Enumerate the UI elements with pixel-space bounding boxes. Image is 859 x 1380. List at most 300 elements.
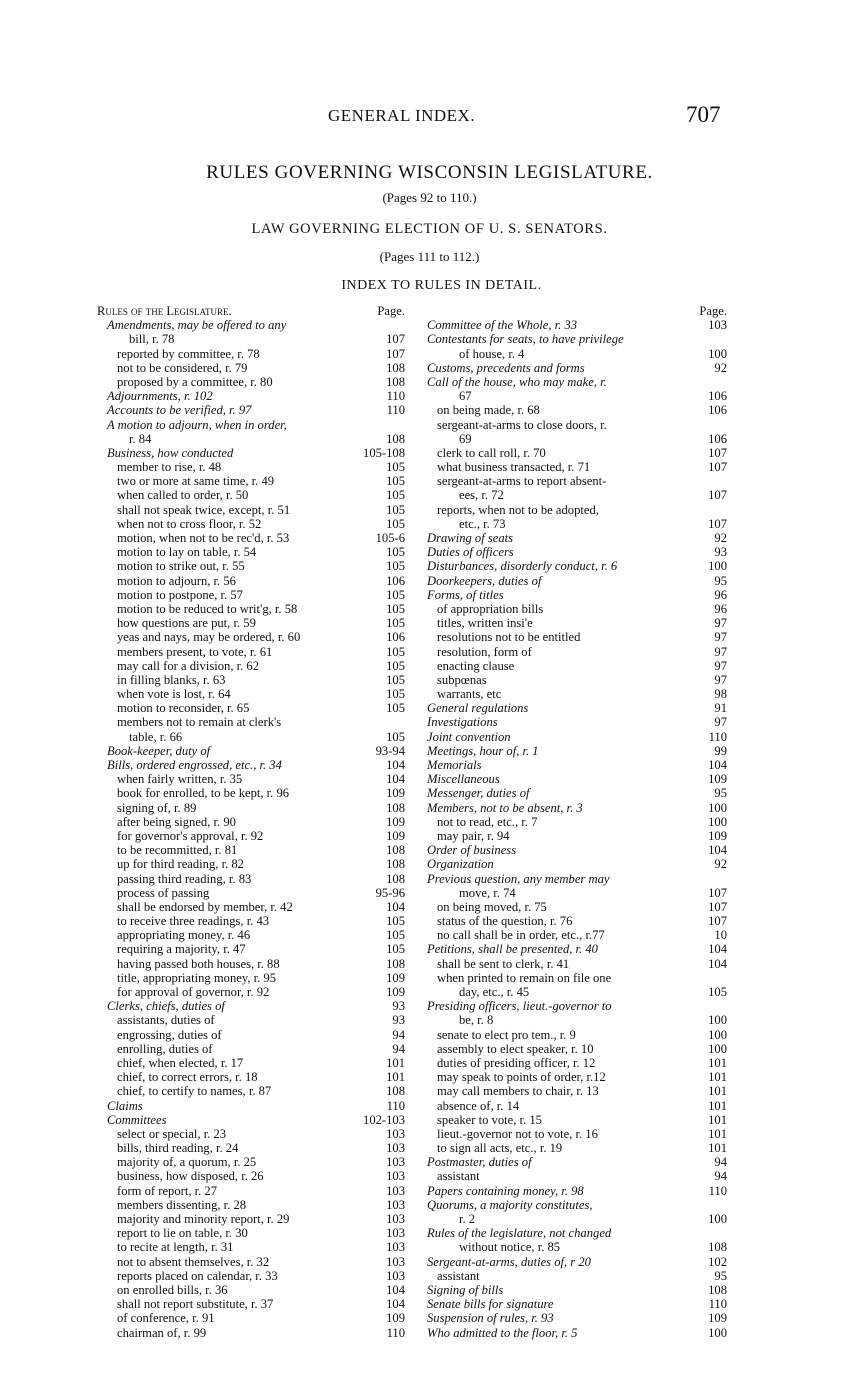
entry-page: 104	[386, 1297, 405, 1312]
entry-text: reports placed on calendar, r. 33	[117, 1268, 278, 1283]
index-entry	[97, 545, 405, 559]
entry-page: 105	[386, 587, 405, 602]
entry-page: 92	[714, 531, 727, 545]
entry-page: 105-6	[375, 531, 405, 545]
entry-text: shall not speak twice, except, r. 51	[117, 502, 291, 517]
index-entry	[427, 1155, 727, 1169]
entry-text: to recite at length, r. 31	[117, 1240, 234, 1255]
entry-page: 101	[708, 1070, 727, 1085]
index-entry	[427, 744, 727, 758]
entry-text: move, r. 74	[459, 885, 516, 900]
entry-text: for governor's approval, r. 92	[117, 828, 264, 843]
entry-page: 107	[708, 885, 727, 900]
index-entry	[97, 1113, 405, 1127]
entry-text: Postmaster, duties of	[427, 1155, 532, 1170]
entry-page: 105	[386, 942, 405, 957]
index-entry	[427, 1255, 727, 1269]
index-entry	[97, 1184, 405, 1198]
entry-text: motion to be reduced to writ'g, r. 58	[117, 601, 298, 616]
entry-page: 104	[708, 758, 727, 772]
index-entry	[97, 886, 405, 900]
index-entry	[97, 659, 405, 673]
entry-page: 93-94	[375, 743, 405, 758]
entry-page: 109	[386, 985, 405, 999]
entry-text: Amendments, may be offered to any	[107, 318, 287, 333]
entry-text: motion to postpone, r. 57	[117, 587, 243, 602]
index-entry	[427, 843, 727, 857]
index-entry	[427, 1212, 727, 1226]
entry-page: 10	[714, 928, 727, 943]
entry-text: may call members to chair, r. 13	[437, 1084, 599, 1099]
index-entry	[427, 616, 727, 630]
entry-page: 103	[386, 1141, 405, 1156]
entry-text: Adjournments, r. 102	[107, 389, 213, 404]
entry-text: having passed both houses, r. 88	[117, 956, 280, 971]
entry-page: 110	[386, 403, 405, 418]
entry-text: clerk to call roll, r. 70	[437, 445, 546, 460]
entry-text: Doorkeepers, duties of	[427, 573, 542, 588]
entry-page: 109	[708, 828, 727, 843]
entry-page: 102-103	[363, 1112, 405, 1127]
entry-page: 108	[386, 871, 405, 886]
entry-text: requiring a majority, r. 47	[117, 942, 246, 957]
page-header	[0, 98, 859, 138]
entry-page: 108	[708, 1282, 727, 1297]
entry-text: Meetings, hour of, r. 1	[427, 743, 539, 758]
entry-text: yeas and nays, may be ordered, r. 60	[117, 630, 301, 645]
entry-page: 104	[386, 758, 405, 772]
entry-text: speaker to vote, r. 15	[437, 1112, 542, 1127]
entry-page: 104	[708, 956, 727, 971]
index-entry	[97, 1198, 405, 1212]
index-entry	[427, 957, 727, 971]
entry-text: chief, to correct errors, r. 18	[117, 1070, 258, 1085]
entry-text: table, r. 66	[129, 729, 183, 744]
entry-text: of appropriation bills	[437, 601, 544, 616]
entry-page: 101	[708, 1098, 727, 1113]
entry-page: 105	[386, 729, 405, 744]
entry-text: when vote is lost, r. 64	[117, 687, 231, 702]
entry-page: 105	[386, 460, 405, 475]
entry-page: 105	[386, 516, 405, 531]
index-entry	[427, 446, 727, 460]
entry-text: title, appropriating money, r. 95	[117, 970, 277, 985]
entry-text: 67	[459, 389, 472, 404]
entry-text: Order of business	[427, 843, 517, 858]
entry-text: chief, when elected, r. 17	[117, 1055, 244, 1070]
entry-text: to be recommitted, r. 81	[117, 843, 238, 858]
index-entry	[427, 588, 727, 602]
entry-text: motion to reconsider, r. 65	[117, 701, 250, 716]
entry-text: Book-keeper, duty of	[107, 743, 211, 758]
entry-page: 100	[708, 1212, 727, 1226]
index-entry	[427, 1127, 727, 1141]
entry-text: warrants, etc	[437, 687, 502, 702]
entry-text: Forms, of titles	[427, 587, 504, 602]
entry-page: 95	[714, 1268, 727, 1283]
entry-page: Page.	[377, 304, 405, 318]
entry-text: on enrolled bills, r. 36	[117, 1282, 228, 1297]
entry-page: 100	[708, 1041, 727, 1056]
entry-text: Investigations	[427, 715, 498, 730]
index-entry	[427, 488, 727, 502]
index-entry	[427, 1013, 727, 1027]
entry-text: sergeant-at-arms to close doors, r.	[437, 417, 607, 432]
index-entry	[427, 1113, 727, 1127]
entry-page: 108	[386, 956, 405, 971]
index-entry	[427, 474, 727, 488]
entry-text: form of report, r. 27	[117, 1183, 218, 1198]
entry-page: 96	[714, 601, 727, 616]
column-header	[427, 304, 727, 318]
entry-page: 94	[392, 1027, 405, 1042]
index-entry	[97, 446, 405, 460]
entry-page: 103	[386, 1240, 405, 1255]
index-entry	[97, 900, 405, 914]
entry-text: report to lie on table, r. 30	[117, 1226, 248, 1241]
index-entry	[97, 1028, 405, 1042]
entry-page: 93	[392, 1013, 405, 1028]
entry-page: 101	[708, 1112, 727, 1127]
entry-text: assistant	[437, 1169, 480, 1184]
entry-page: 105	[386, 616, 405, 631]
law-title: LAW GOVERNING ELECTION OF U. S. SENATORS.	[251, 221, 608, 237]
entry-text: enacting clause	[437, 658, 515, 673]
index-entry	[427, 786, 727, 800]
entry-page: 100	[708, 1013, 727, 1028]
entry-page: Page.	[699, 304, 727, 318]
entry-text: members dissenting, r. 28	[117, 1197, 247, 1212]
entry-text: Accounts to be verified, r. 97	[107, 403, 252, 418]
entry-text: when fairly written, r. 35	[117, 772, 243, 787]
index-entry	[97, 758, 405, 772]
index-entry	[97, 318, 405, 332]
entry-text: what business transacted, r. 71	[437, 460, 591, 475]
entry-page: 101	[708, 1141, 727, 1156]
entry-text: when printed to remain on file one	[437, 970, 612, 985]
index-entry	[97, 375, 405, 389]
index-entry	[97, 403, 405, 417]
index-heading: INDEX TO RULES IN DETAIL.	[341, 278, 542, 293]
entry-text: when not to cross floor, r. 52	[117, 516, 262, 531]
index-entry	[97, 715, 405, 729]
entry-text: subpœnas	[437, 672, 487, 687]
index-entry	[97, 985, 405, 999]
index-entry	[427, 1226, 727, 1240]
index-entry	[427, 1297, 727, 1311]
entry-text: book for enrolled, to be kept, r. 96	[117, 786, 290, 801]
entry-page: 101	[708, 1126, 727, 1141]
entry-page: 94	[392, 1041, 405, 1056]
entry-text: Memorials	[427, 758, 482, 772]
entry-page: 101	[708, 1055, 727, 1070]
entry-page: 95	[714, 573, 727, 588]
index-entry	[427, 559, 727, 573]
entry-text: Claims	[107, 1098, 143, 1113]
index-entry	[97, 1240, 405, 1254]
entry-text: Rules of the Legislature.	[97, 304, 232, 318]
entry-text: business, how disposed, r. 26	[117, 1169, 264, 1184]
entry-text: on being moved, r. 75	[437, 899, 547, 914]
entry-text: Suspension of rules, r. 93	[427, 1311, 554, 1326]
index-entry	[427, 375, 727, 389]
index-entry	[427, 332, 727, 346]
index-entry	[427, 531, 727, 545]
entry-page: 97	[714, 658, 727, 673]
entry-page: 107	[386, 346, 405, 361]
entry-page: 107	[386, 332, 405, 347]
index-entry	[427, 1269, 727, 1283]
index-entry	[427, 1283, 727, 1297]
index-entry	[97, 1155, 405, 1169]
entry-page: 105-108	[363, 445, 405, 460]
index-entry	[427, 1028, 727, 1042]
entry-page: 106	[708, 403, 727, 418]
entry-page: 108	[708, 1240, 727, 1255]
entry-page: 101	[708, 1084, 727, 1099]
entry-text: not to be considered, r. 79	[117, 360, 248, 375]
index-entry	[97, 474, 405, 488]
entry-page: 108	[386, 857, 405, 872]
entry-text: r. 84	[129, 431, 152, 446]
entry-page: 97	[714, 616, 727, 631]
index-entry	[427, 701, 727, 715]
entry-page: 109	[386, 828, 405, 843]
entry-page: 104	[708, 942, 727, 957]
entry-text: Committee of the Whole, r. 33	[427, 318, 578, 333]
index-entry	[97, 857, 405, 871]
index-entry	[97, 517, 405, 531]
index-entry	[427, 687, 727, 701]
entry-page: 108	[386, 431, 405, 446]
index-entry	[427, 1141, 727, 1155]
index-entry	[427, 914, 727, 928]
index-column-right	[427, 304, 727, 1340]
index-entry	[427, 942, 727, 956]
index-column-left	[97, 304, 405, 1340]
entry-page: 105	[386, 672, 405, 687]
entry-page: 100	[708, 1027, 727, 1042]
index-entry	[427, 545, 727, 559]
entry-text: not to absent themselves, r. 32	[117, 1254, 270, 1269]
index-entry	[427, 928, 727, 942]
index-entry	[97, 1070, 405, 1084]
entry-text: without notice, r. 85	[459, 1240, 561, 1255]
entry-page: 96	[714, 587, 727, 602]
entry-text: shall be endorsed by member, r. 42	[117, 899, 293, 914]
index-entry	[97, 1013, 405, 1027]
entry-page: 110	[708, 729, 727, 744]
entry-page: 106	[386, 573, 405, 588]
entry-text: Sergeant-at-arms, duties of, r 20	[427, 1254, 591, 1269]
index-entry	[427, 1169, 727, 1183]
entry-page: 101	[386, 1070, 405, 1085]
index-entry	[97, 744, 405, 758]
entry-page: 105	[386, 601, 405, 616]
entry-text: resolutions not to be entitled	[437, 630, 581, 645]
entry-page: 107	[708, 445, 727, 460]
index-entry	[97, 418, 405, 432]
entry-text: motion to strike out, r. 55	[117, 559, 245, 574]
index-entry	[97, 872, 405, 886]
entry-text: Joint convention	[427, 729, 511, 744]
index-entry	[97, 1326, 405, 1340]
entry-text: etc., r. 73	[459, 516, 506, 531]
entry-text: Rules of the legislature, not changed	[427, 1226, 612, 1241]
entry-page: 93	[714, 545, 727, 560]
index-entry	[97, 1141, 405, 1155]
index-entry	[427, 857, 727, 871]
entry-page: 103	[386, 1183, 405, 1198]
entry-page: 109	[386, 1311, 405, 1326]
index-entry	[97, 730, 405, 744]
entry-text: majority of, a quorum, r. 25	[117, 1155, 257, 1170]
entry-page: 103	[386, 1268, 405, 1283]
entry-text: up for third reading, r. 82	[117, 857, 244, 872]
entry-page: 93	[392, 999, 405, 1014]
index-entry	[427, 602, 727, 616]
index-entry	[427, 418, 727, 432]
index-entry	[427, 772, 727, 786]
index-entry	[97, 1212, 405, 1226]
entry-page: 102	[708, 1254, 727, 1269]
index-entry	[97, 701, 405, 715]
entry-text: status of the question, r. 76	[437, 914, 573, 929]
entry-page: 109	[708, 1311, 727, 1326]
entry-text: Disturbances, disorderly conduct, r. 6	[427, 559, 618, 574]
entry-page: 104	[386, 899, 405, 914]
index-entry	[97, 1255, 405, 1269]
entry-page: 99	[714, 743, 727, 758]
main-title: RULES GOVERNING WISCONSIN LEGISLATURE.	[206, 162, 653, 183]
index-entry	[97, 843, 405, 857]
entry-text: shall not report substitute, r. 37	[117, 1297, 274, 1312]
entry-text: when called to order, r. 50	[117, 488, 249, 503]
entry-text: process of passing	[117, 885, 210, 900]
entry-page: 105	[386, 559, 405, 574]
index-entry	[427, 758, 727, 772]
entry-page: 97	[714, 630, 727, 645]
index-entry	[427, 503, 727, 517]
entry-page: 100	[708, 346, 727, 361]
entry-text: Bills, ordered engrossed, etc., r. 34	[107, 758, 282, 772]
index-entry	[97, 1311, 405, 1325]
entry-text: on being made, r. 68	[437, 403, 540, 418]
entry-text: Miscellaneous	[427, 772, 500, 787]
entry-text: assistants, duties of	[117, 1013, 215, 1028]
index-entry	[97, 645, 405, 659]
entry-text: engrossing, duties of	[117, 1027, 222, 1042]
entry-page: 94	[714, 1169, 727, 1184]
entry-text: Petitions, shall be presented, r. 40	[427, 942, 598, 957]
index-entry	[97, 361, 405, 375]
entry-page: 103	[386, 1126, 405, 1141]
entry-page: 105	[386, 928, 405, 943]
index-entry	[427, 801, 727, 815]
entry-page: 105	[386, 545, 405, 560]
entry-text: may call for a division, r. 62	[117, 658, 259, 673]
entry-page: 95-96	[375, 885, 405, 900]
entry-text: Messenger, duties of	[427, 786, 530, 801]
index-entry	[97, 1283, 405, 1297]
entry-text: Senate bills for signature	[427, 1297, 554, 1312]
index-entry	[427, 1326, 727, 1340]
entry-page: 108	[386, 843, 405, 858]
index-entry	[97, 914, 405, 928]
index-entry	[427, 460, 727, 474]
entry-text: sergeant-at-arms to report absent-	[437, 474, 607, 489]
entry-text: Signing of bills	[427, 1282, 504, 1297]
entry-text: majority and minority report, r. 29	[117, 1212, 290, 1226]
index-entry	[427, 630, 727, 644]
entry-page: 105	[386, 687, 405, 702]
index-entry	[427, 1240, 727, 1254]
index-entry	[427, 971, 727, 985]
index-entry	[427, 1311, 727, 1325]
index-entry	[427, 645, 727, 659]
main-pages: (Pages 92 to 110.)	[382, 190, 477, 205]
index-entry	[427, 659, 727, 673]
entry-page: 103	[386, 1254, 405, 1269]
index-entry	[97, 1056, 405, 1070]
entry-page: 110	[386, 1325, 405, 1340]
entry-page: 105	[708, 985, 727, 999]
index-entry	[427, 347, 727, 361]
entry-text: duties of presiding officer, r. 12	[437, 1055, 596, 1070]
entry-text: select or special, r. 23	[117, 1126, 227, 1141]
entry-page: 104	[386, 772, 405, 787]
index-entry	[427, 999, 727, 1013]
index-entry	[97, 1226, 405, 1240]
index-entry	[427, 1184, 727, 1198]
index-entry	[427, 730, 727, 744]
entry-text: r. 2	[459, 1212, 476, 1226]
entry-text: Members, not to be absent, r. 3	[427, 800, 583, 815]
index-entry	[97, 559, 405, 573]
index-entry	[97, 673, 405, 687]
entry-text: resolution, form of	[437, 644, 532, 659]
entry-text: chairman of, r. 99	[117, 1325, 207, 1340]
index-entry	[97, 588, 405, 602]
index-entry	[97, 389, 405, 403]
entry-page: 108	[386, 800, 405, 815]
entry-page: 105	[386, 658, 405, 673]
entry-page: 103	[386, 1226, 405, 1241]
entry-page: 104	[708, 843, 727, 858]
index-entry	[427, 361, 727, 375]
entry-text: assistant	[437, 1268, 480, 1283]
entry-page: 108	[386, 360, 405, 375]
entry-text: assembly to elect speaker, r. 10	[437, 1041, 594, 1056]
entry-text: to receive three readings, r. 43	[117, 914, 270, 929]
entry-text: member to rise, r. 48	[117, 460, 222, 475]
index-entry	[427, 715, 727, 729]
entry-text: signing of, r. 89	[117, 800, 197, 815]
entry-page: 108	[386, 374, 405, 389]
index-entry	[427, 1070, 727, 1084]
entry-text: Call of the house, who may make, r.	[427, 374, 607, 389]
index-entry	[427, 829, 727, 843]
entry-page: 92	[714, 857, 727, 872]
entry-page: 103	[386, 1155, 405, 1170]
entry-text: after being signed, r. 90	[117, 814, 236, 829]
entry-text: of house, r. 4	[459, 346, 525, 361]
entry-text: motion to adjourn, r. 56	[117, 573, 236, 588]
index-entry	[97, 786, 405, 800]
entry-page: 106	[386, 630, 405, 645]
entry-text: day, etc., r. 45	[459, 985, 530, 999]
index-entry	[427, 886, 727, 900]
